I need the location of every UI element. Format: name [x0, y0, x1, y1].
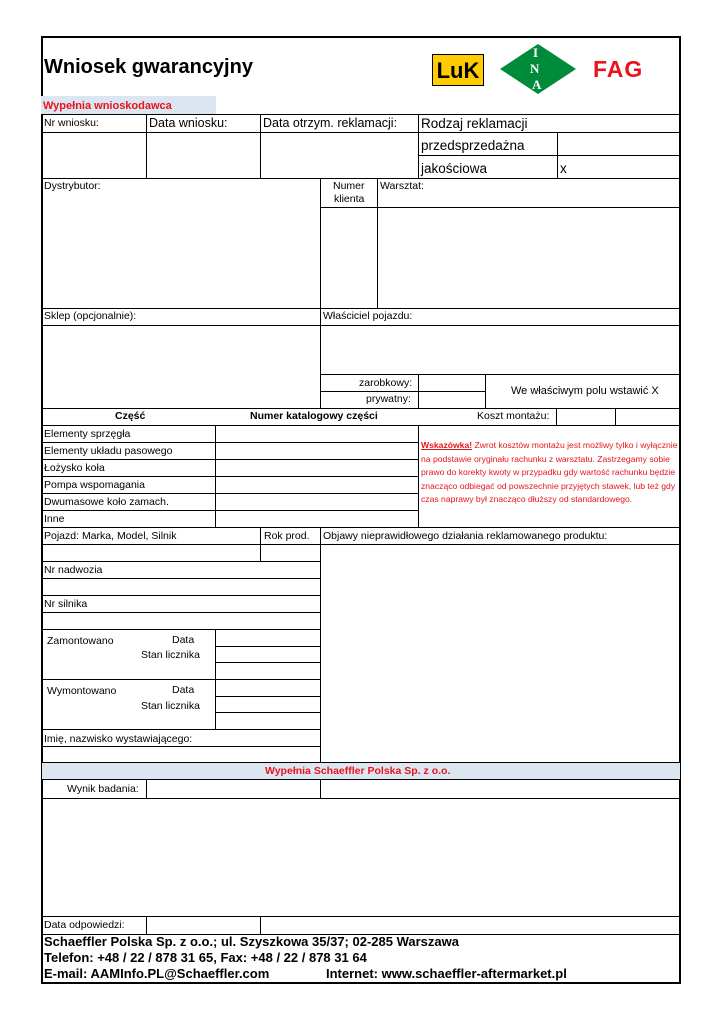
rule — [41, 629, 320, 630]
rule — [320, 779, 321, 798]
footer-address: Schaeffler Polska Sp. z o.o.; ul. Szyszkowa 35/37; 02-285 Warszawa — [44, 934, 459, 949]
wymontowano-data-label: Data — [172, 684, 195, 696]
rule — [215, 629, 216, 679]
rule — [215, 662, 320, 663]
wstawic-x-hint: We właściwym polu wstawić X — [511, 385, 659, 397]
rodzaj-reklamacji-label: Rodzaj reklamacji — [421, 116, 528, 131]
rule — [41, 325, 681, 326]
rule — [41, 779, 681, 780]
part-item: Elementy sprzęgła — [44, 428, 131, 440]
rule — [146, 114, 147, 178]
wymontowano-label: Wymontowano — [47, 685, 117, 697]
part-item: Inne — [44, 513, 65, 525]
jakosciowa-checkbox[interactable]: x — [560, 161, 567, 176]
nr-wniosku-label: Nr wniosku: — [44, 117, 99, 129]
rule — [320, 178, 321, 308]
rule — [41, 578, 320, 579]
rule — [41, 729, 320, 730]
rule — [485, 374, 486, 408]
rule — [41, 493, 418, 494]
rule — [215, 679, 216, 729]
imie-label: Imię, nazwisko wystawiającego: — [44, 733, 193, 745]
ina-logo-letter-1: I — [533, 45, 539, 60]
rule — [41, 408, 681, 409]
rule — [260, 114, 261, 178]
rule — [41, 510, 418, 511]
rule — [41, 476, 418, 477]
sklep-label: Sklep (opcjonalnie): — [44, 310, 137, 322]
rule — [215, 696, 320, 697]
schaeffler-section-label: Wypełnia Schaeffler Polska Sp. z o.o. — [265, 765, 451, 777]
fag-logo: FAG — [593, 56, 644, 82]
rule — [556, 408, 557, 425]
rok-prod-label: Rok prod. — [264, 530, 310, 542]
wynik-badania-label: Wynik badania: — [67, 783, 139, 795]
rule — [320, 391, 485, 392]
zamontowano-data-label: Data — [172, 634, 195, 646]
rule — [260, 916, 261, 934]
nr-nadwozia-label: Nr nadwozia — [44, 564, 103, 576]
form-title: Wniosek gwarancyjny — [44, 56, 253, 78]
warranty-note — [421, 439, 679, 507]
footer-phone: Telefon: +48 / 22 / 878 31 65, Fax: +48 / 22 / 878 31 64 — [44, 950, 367, 965]
rule — [320, 374, 681, 375]
rule — [146, 779, 147, 798]
przedsprzedazna-option[interactable]: przedsprzedażna — [421, 138, 525, 153]
part-item: Dwumasowe koło zamach. — [44, 496, 169, 508]
numer-klienta-label-2: klienta — [334, 193, 365, 205]
objawy-label: Objawy nieprawidłowego działania reklamowanego produktu: — [323, 530, 608, 542]
rule — [320, 308, 321, 408]
rule — [418, 374, 419, 408]
zarobkowy-label: zarobkowy: — [359, 377, 413, 389]
rule — [215, 646, 320, 647]
data-wniosku-label: Data wniosku: — [149, 116, 228, 130]
pojazd-label: Pojazd: Marka, Model, Silnik — [44, 530, 177, 542]
numer-klienta-label-1: Numer — [333, 180, 365, 192]
rule — [41, 308, 681, 309]
ina-logo-letter-3: A — [532, 77, 542, 92]
rule — [41, 544, 681, 545]
rule — [320, 527, 321, 762]
wymontowano-stan-label: Stan licznika — [141, 700, 200, 712]
col-numer-header: Numer katalogowy części — [250, 410, 378, 422]
rule — [320, 207, 681, 208]
part-item: Elementy układu pasowego — [44, 445, 173, 457]
rule — [418, 155, 681, 156]
ina-logo — [500, 44, 576, 94]
rule — [615, 408, 616, 425]
part-item: Pompa wspomagania — [44, 479, 145, 491]
rule — [41, 442, 418, 443]
koszt-montazu-label: Koszt montażu: — [477, 410, 550, 422]
rule — [41, 916, 681, 917]
rule — [41, 459, 418, 460]
rule — [146, 916, 147, 934]
rule — [41, 595, 320, 596]
rule — [41, 425, 681, 426]
rule — [418, 114, 419, 178]
ina-logo-letter-2: N — [530, 61, 540, 76]
jakosciowa-option[interactable]: jakościowa — [421, 161, 488, 176]
luk-logo-text: LuK — [436, 58, 480, 83]
rule — [41, 527, 681, 528]
rule — [41, 114, 681, 115]
note-bold: Wskazówka! — [421, 440, 473, 450]
rule — [41, 746, 320, 747]
footer-internet: Internet: www.schaeffler-aftermarket.pl — [326, 966, 567, 981]
part-item: Łożysko koła — [44, 462, 105, 474]
data-odpowiedzi-label: Data odpowiedzi: — [44, 919, 125, 931]
rule — [418, 425, 419, 527]
rule — [377, 178, 378, 308]
luk-logo — [432, 54, 484, 86]
wlasciciel-label: Właściciel pojazdu: — [323, 310, 413, 322]
nr-silnika-label: Nr silnika — [44, 598, 88, 610]
col-czesc-header: Część — [115, 410, 146, 422]
data-otrzym-label: Data otrzym. reklamacji: — [263, 116, 398, 130]
warsztat-label: Warsztat: — [380, 180, 424, 192]
footer-email: E-mail: AAMInfo.PL@Schaeffler.com — [44, 966, 270, 981]
zamontowano-stan-label: Stan licznika — [141, 649, 200, 661]
rule — [215, 712, 320, 713]
note-text: Zwrot kosztów montażu jest możliwy tylko i wyłącznie na podstawie oryginału rachunku z warsztatu. Zastrzegamy sobie prawo do korekty kwoty w przypadku gdy wartość rachunku będzie znacząco odbiegać od powszechnie przyjętych stawek, lub też gdy czas naprawy był znacząco dłuższy od standardowego. — [421, 440, 678, 504]
applicant-section-label: Wypełnia wnioskodawca — [43, 100, 172, 112]
prywatny-label: prywatny: — [366, 393, 411, 405]
dystrybutor-label: Dystrybutor: — [44, 180, 101, 192]
rule — [557, 132, 558, 178]
zamontowano-label: Zamontowano — [47, 635, 114, 647]
rule — [41, 798, 681, 799]
rule — [41, 178, 681, 179]
rule — [41, 132, 681, 133]
rule — [41, 679, 320, 680]
rule — [41, 612, 320, 613]
rule — [41, 561, 320, 562]
